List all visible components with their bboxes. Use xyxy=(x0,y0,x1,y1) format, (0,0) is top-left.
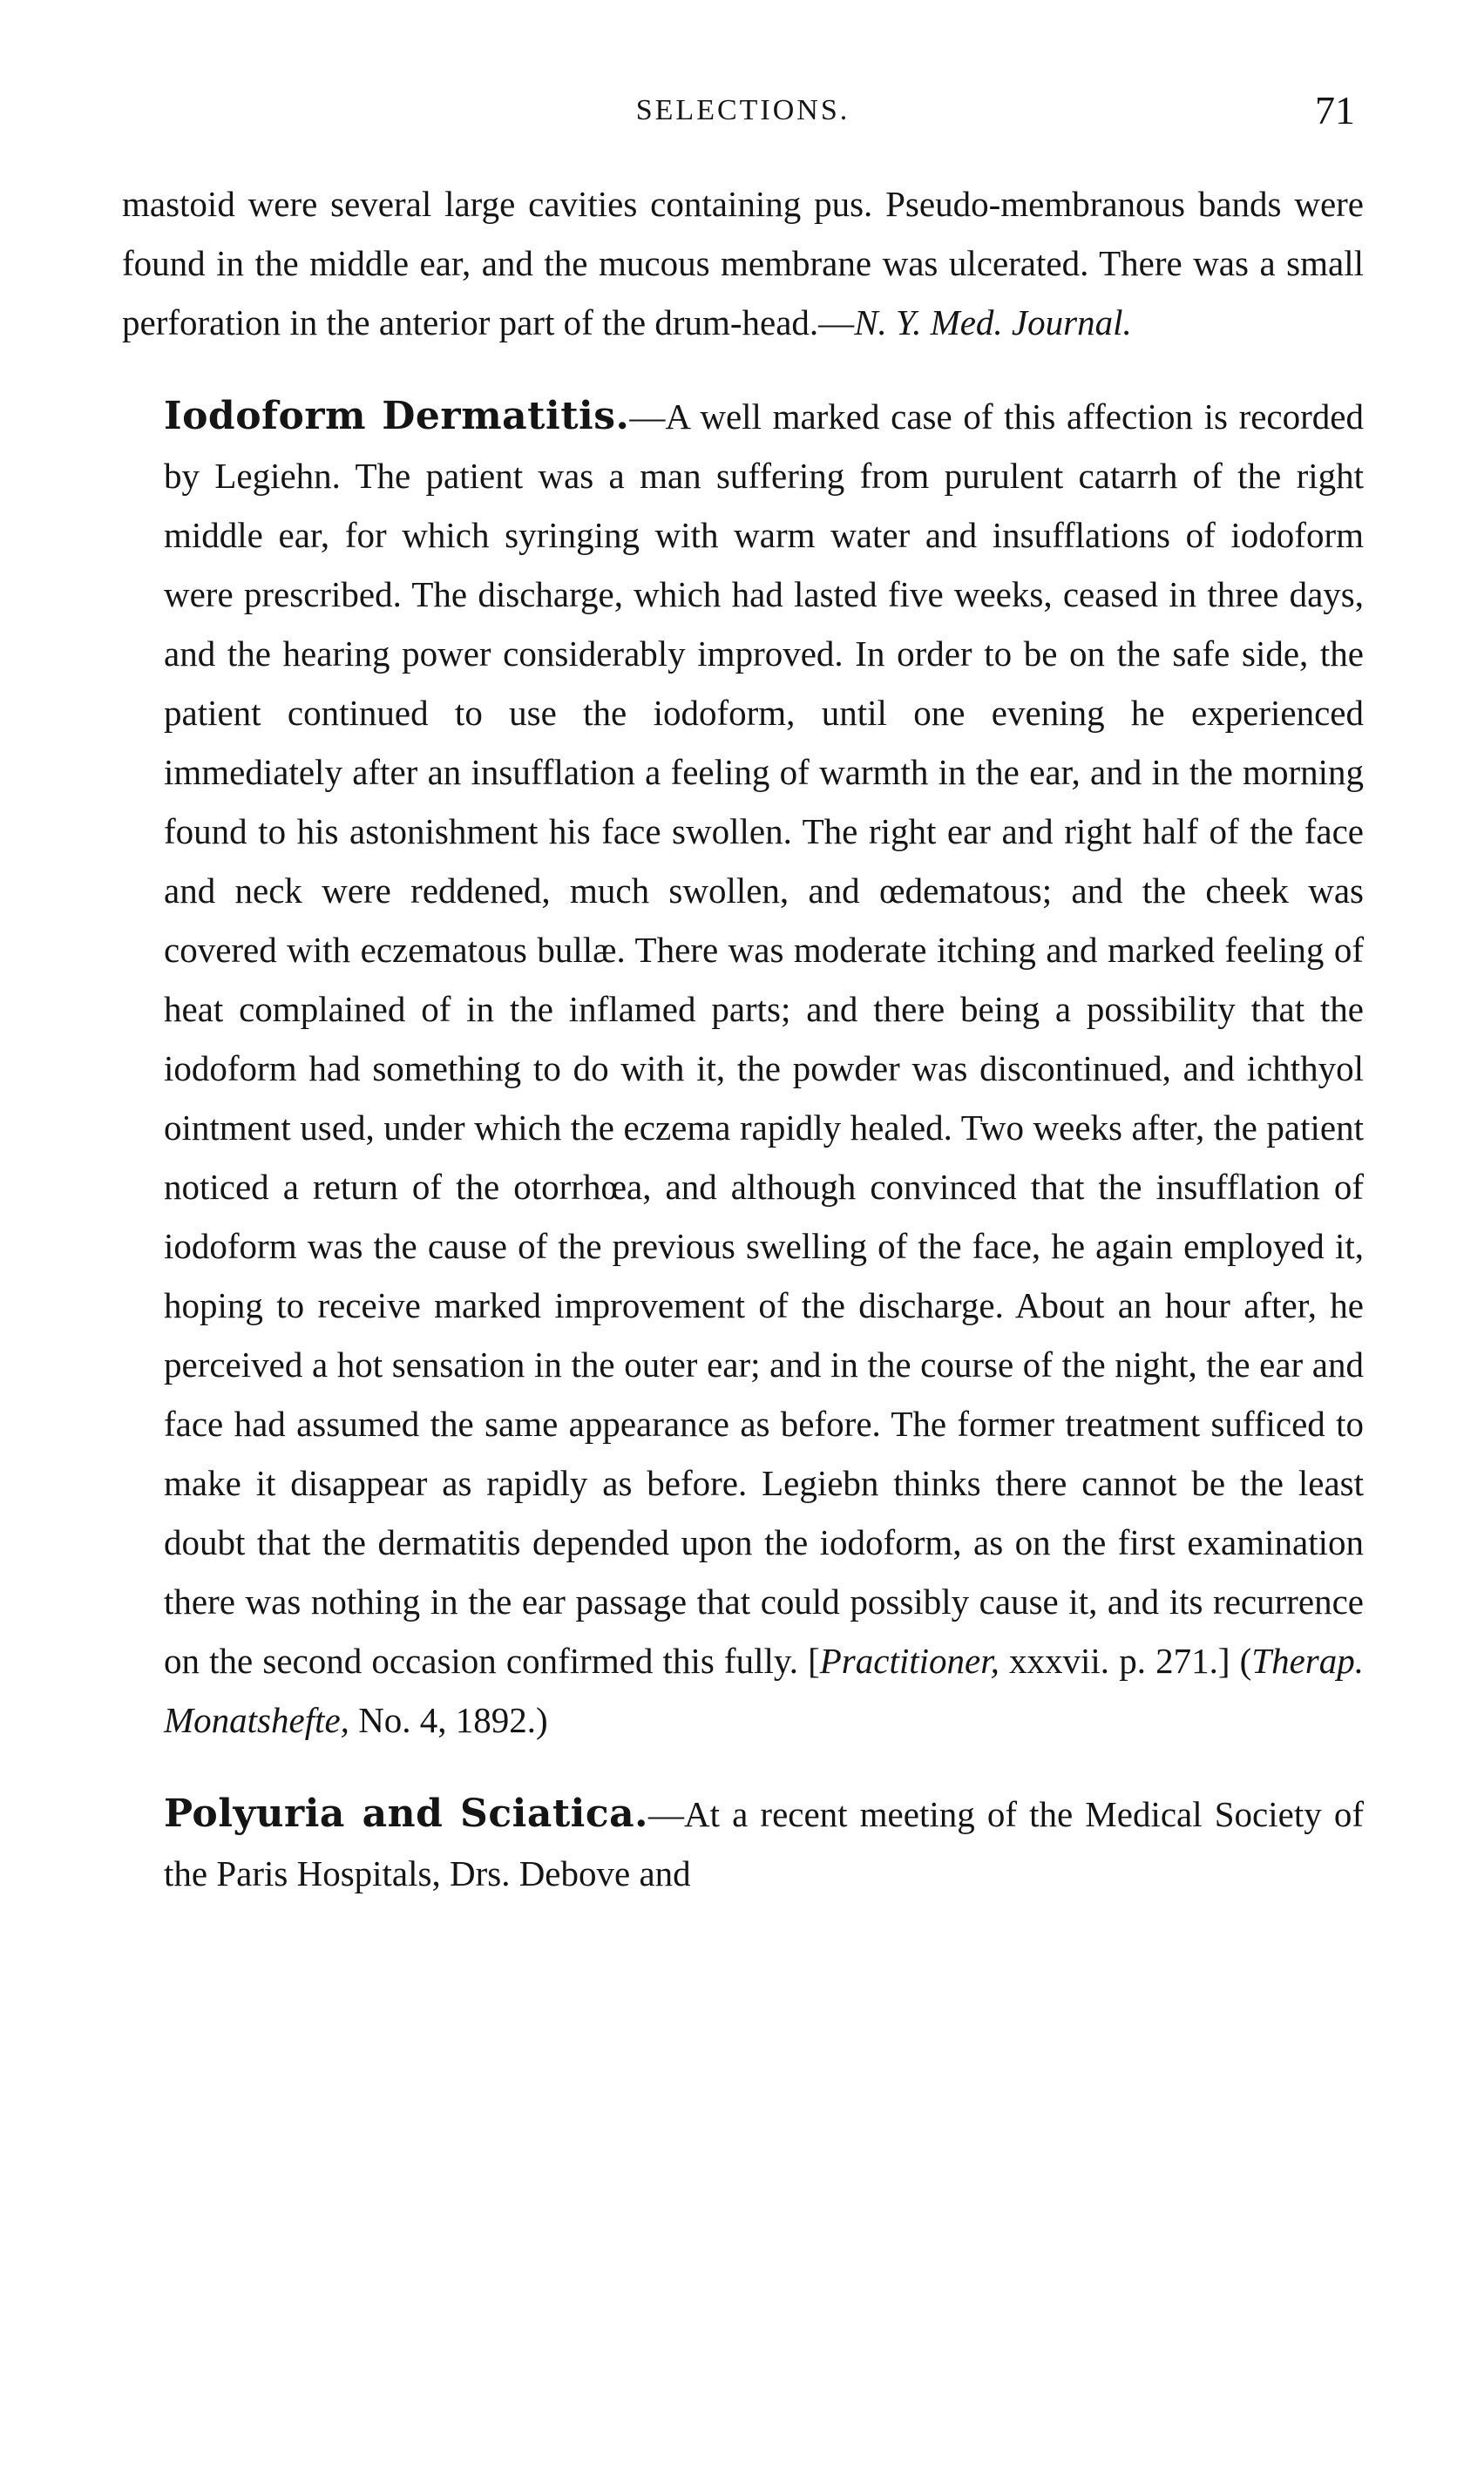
citation-journal-2: Therap. Monatshefte, xyxy=(164,1641,1365,1740)
article-heading: Polyuria and Sciatica. xyxy=(164,1792,648,1836)
article-body: —A well marked case of this affection is recorded by Legiehn. The patient was a man suffering from purulent catarrh of the right middle ear, for which syringing with warm water and insufflations of iodoform were prescribed. The discharge, which had lasted five weeks, ceased in three days, and the hearing power considerably improved. In order to be on the safe side, the patient continued to use the iodoform, until one evening he experienced immediately after an insufflation a feeling of warmth in the ear, and in the morning found to his astonishment his face swollen. The right ear and right half of the face and neck were reddened, much swollen, and œdematous; and the cheek was covered with eczematous bullæ. There was moderate itching and marked feeling of heat complained of in the inflamed parts; and there being a possibility that the iodoform had something to do with it, the powder was discontinued, and ichthyol ointment used, under which the eczema rapidly healed. Two weeks after, the patient noticed a return of the otorrhœa, and although convinced that the insufflation of iodoform was the cause of the previous swelling of the face, he again employed it, hoping to receive marked improvement of the discharge. About an hour after, he perceived a hot sensation in the outer ear; and in the course of the night, the ear and face had assumed the same appearance as before. The former treatment sufficed to make it disappear as rapidly as before. Legiebn thinks there cannot be the least doubt that the dermatitis depended upon the iodoform, as on the first examination there was nothing in the ear passage that could possibly cause it, and its recurrence on the second occasion confirmed this fully. [ xyxy=(164,396,1364,1681)
article-paragraph xyxy=(122,1785,1364,1903)
citation-detail-2: No. 4, 1892.) xyxy=(349,1700,548,1740)
citation-detail: xxxvii. p. 271.] ( xyxy=(999,1641,1252,1681)
running-title: SELECTIONS. xyxy=(635,94,850,126)
article-body: —At a recent meeting of the Medical Society of the Paris Hospitals, Drs. Debove and xyxy=(164,1794,1364,1893)
article-heading: Iodoform Dermatitis. xyxy=(164,394,630,438)
book-page xyxy=(122,87,1364,1903)
citation-journal: Practitioner, xyxy=(819,1641,999,1681)
continued-paragraph-text: mastoid were several large cavities containing pus. Pseudo-membranous bands were found in the middle ear, and the mucous membrane was ulcerated. There was a small perforation in the anterior part of the drum-head.— xyxy=(122,184,1364,342)
section-iodoform-dermatitis xyxy=(122,387,1364,1750)
article-paragraph xyxy=(122,387,1364,1750)
continued-paragraph xyxy=(122,174,1364,352)
page-number: 71 xyxy=(1315,88,1355,132)
journal-source: N. Y. Med. Journal. xyxy=(854,302,1132,342)
running-head xyxy=(122,87,1364,139)
section-polyuria-sciatica xyxy=(122,1785,1364,1903)
